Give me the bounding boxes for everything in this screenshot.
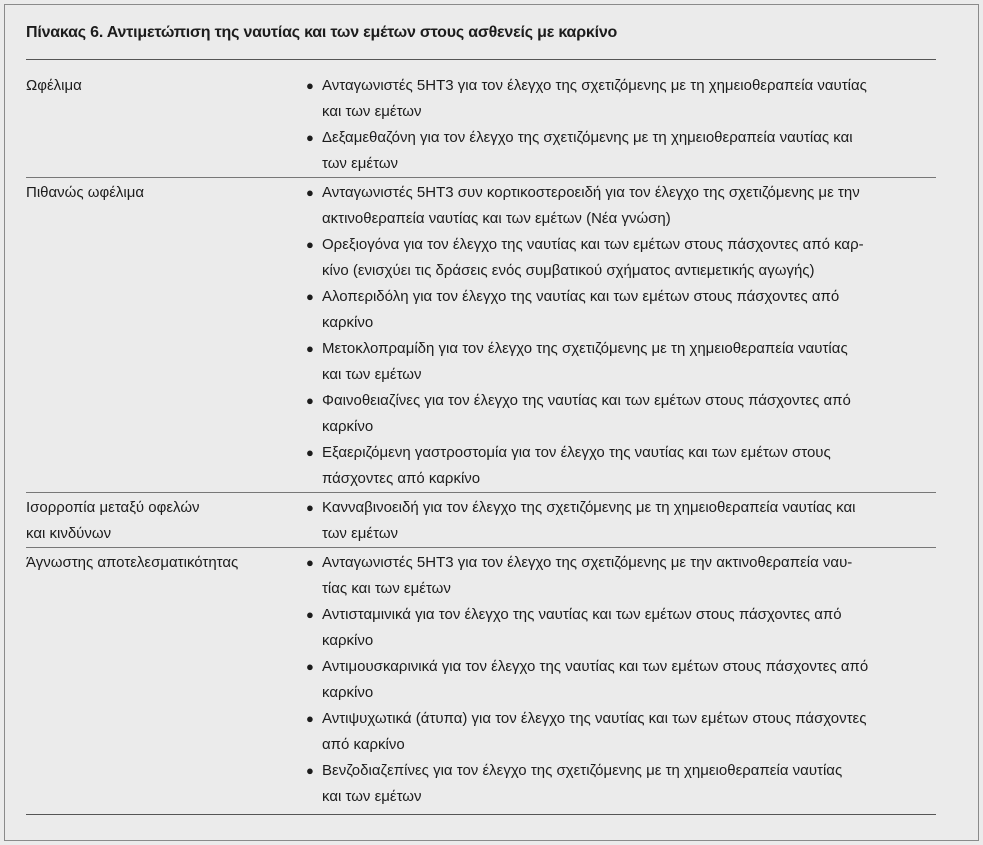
table-row — [26, 492, 936, 547]
bullet-icon: ● — [306, 393, 314, 408]
list-item: ● Αντιψυχωτικά (άτυπα) για τον έλεγχο της ναυτίας και των εμέτων στους πάσχοντες από καρκίνο — [306, 706, 936, 758]
recommendations-table — [26, 59, 936, 815]
row-category: Ισορροπία μεταξύ οφελών και κινδύνων — [26, 499, 200, 542]
list-item: ● Φαινοθειαζίνες για τον έλεγχο της ναυτίας και των εμέτων στους πάσχοντες από καρκίνο — [306, 388, 936, 440]
bullet-icon: ● — [306, 711, 314, 726]
row-category: Άγνωστης αποτελεσματικότητας — [26, 554, 239, 571]
bullet-icon: ● — [306, 185, 314, 200]
bullet-icon: ● — [306, 237, 314, 252]
row-items — [306, 180, 936, 492]
list-item: ● Ανταγωνιστές 5HT3 συν κορτικοστεροειδή για τον έλεγχο της σχετιζόμενης με την ακτινοθεραπεία ναυτίας και των εμέτων (Νέα γνώση) — [306, 180, 936, 232]
table-row — [26, 177, 936, 492]
list-item: ● Αλοπεριδόλη για τον έλεγχο της ναυτίας και των εμέτων στους πάσχοντες από καρκίνο — [306, 284, 936, 336]
list-item: ● Ανταγωνιστές 5HT3 για τον έλεγχο της σχετιζόμενης με την ακτινοθεραπεία ναυ- τίας και των εμέτων — [306, 550, 936, 602]
bullet-icon: ● — [306, 500, 314, 515]
table-row — [26, 547, 936, 814]
table-caption: Πίνακας 6. Αντιμετώπιση της ναυτίας και των εμέτων στους ασθενείς με καρκίνο — [26, 24, 618, 41]
list-item: ● Αντισταμινικά για τον έλεγχο της ναυτίας και των εμέτων στους πάσχοντες από καρκίνο — [306, 602, 936, 654]
row-category: Πιθανώς ωφέλιμα — [26, 184, 145, 201]
bullet-icon: ● — [306, 78, 314, 93]
list-item: ● Ανταγωνιστές 5HT3 για τον έλεγχο της σχετιζόμενης με τη χημειοθεραπεία ναυτίας και των εμέτων — [306, 73, 936, 125]
list-item: ● Εξαεριζόμενη γαστροστομία για τον έλεγχο της ναυτίας και των εμέτων στους πάσχοντες από καρκίνο — [306, 440, 936, 492]
bullet-icon: ● — [306, 659, 314, 674]
list-item: ● Βενζοδιαζεπίνες για τον έλεγχο της σχετιζόμενης με τη χημειοθεραπεία ναυτίας και των εμέτων — [306, 758, 936, 810]
list-item: ● Δεξαμεθαζόνη για τον έλεγχο της σχετιζόμενης με τη χημειοθεραπεία ναυτίας και των εμέτων — [306, 125, 936, 177]
bullet-icon: ● — [306, 763, 314, 778]
list-item: ● Ορεξιογόνα για τον έλεγχο της ναυτίας και των εμέτων στους πάσχοντες από καρ- κίνο (ενισχύει τις δράσεις ενός συμβατικού σχήματος αντιεμετικής αγωγής) — [306, 232, 936, 284]
bullet-icon: ● — [306, 130, 314, 145]
row-items — [306, 495, 936, 547]
bullet-icon: ● — [306, 341, 314, 356]
row-category: Ωφέλιμα — [26, 77, 82, 94]
bullet-icon: ● — [306, 607, 314, 622]
table-row — [26, 60, 936, 177]
bullet-icon: ● — [306, 289, 314, 304]
row-items — [306, 550, 936, 810]
bullet-icon: ● — [306, 445, 314, 460]
row-items — [306, 73, 936, 177]
list-item: ● Μετοκλοπραμίδη για τον έλεγχο της σχετιζόμενης με τη χημειοθεραπεία ναυτίας και των εμέτων — [306, 336, 936, 388]
bullet-icon: ● — [306, 555, 314, 570]
list-item: ● Κανναβινοειδή για τον έλεγχο της σχετιζόμενης με τη χημειοθεραπεία ναυτίας και των εμέτων — [306, 495, 936, 547]
list-item: ● Αντιμουσκαρινικά για τον έλεγχο της ναυτίας και των εμέτων στους πάσχοντες από καρκίνο — [306, 654, 936, 706]
